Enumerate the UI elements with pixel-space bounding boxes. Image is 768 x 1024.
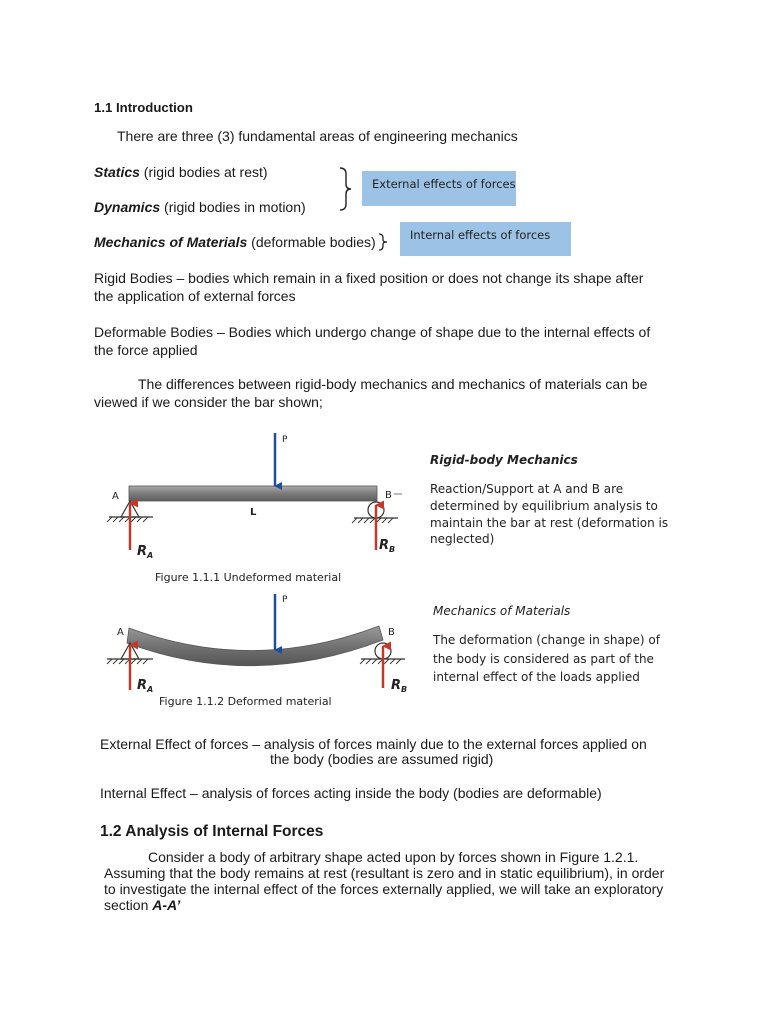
label-ra: R — [137, 678, 148, 693]
label-a: A — [112, 491, 119, 502]
rigid-bodies-line1: Rigid Bodies – bodies which remain in a fixed position or does not change its shape after — [94, 270, 644, 286]
figure-undeformed-beam — [95, 425, 415, 585]
external-effects-box: External effects of forces — [362, 171, 516, 206]
curly-brace-mom — [376, 233, 390, 251]
section2-line1: Consider a body of arbitrary shape acted upon by forces shown in Figure 1.2.1. — [148, 849, 639, 865]
rigid-bodies-line2: the application of external forces — [94, 288, 296, 304]
section2-line2: Assuming that the body remains at rest (resultant is zero and in static equilibrium), in order — [104, 865, 665, 881]
svg-text:RB — [391, 678, 407, 694]
section-a-a: A-A’ — [152, 897, 181, 913]
mechanics-of-materials-title: Mechanics of Materials — [433, 604, 571, 618]
external-effect-line1: External Effect of forces – analysis of forces mainly due to the external forces applied on — [100, 736, 647, 752]
rigid-body-desc-line3: maintain the bar at rest (deformation is — [430, 516, 669, 530]
svg-text:RA — [137, 678, 153, 694]
figure-deformed-beam — [95, 588, 415, 716]
mom-line — [94, 234, 376, 251]
beam-bar — [129, 486, 377, 501]
rigid-body-desc-line4: neglected) — [430, 532, 495, 546]
differences-line2: viewed if we consider the bar shown; — [94, 394, 323, 410]
section2-line4 — [104, 897, 180, 914]
statics-line — [94, 164, 268, 181]
label-ra-sub: A — [147, 551, 154, 560]
curly-brace-statics-dynamics — [335, 166, 355, 212]
svg-text:RB — [379, 538, 395, 554]
external-effect-line2: the body (bodies are assumed rigid) — [270, 751, 494, 767]
label-b: B — [388, 627, 395, 638]
label-rb-sub: B — [389, 545, 396, 554]
label-p: P — [282, 595, 288, 605]
rigid-body-mechanics-title: Rigid-body Mechanics — [430, 453, 578, 467]
label-ra: R — [137, 544, 148, 559]
mom-desc-line3: internal effect of the loads applied — [433, 670, 640, 684]
dynamics-line — [94, 199, 306, 216]
internal-effects-box: Internal effects of forces — [400, 222, 571, 256]
section2-line3: to investigate the internal effect of the forces externally applied, we will take an exploratory — [104, 881, 664, 897]
mom-desc-line1: The deformation (change in shape) of — [433, 633, 660, 647]
rigid-body-desc-line2: determined by equilibrium analysis to — [430, 499, 658, 513]
intro-paragraph: There are three (3) fundamental areas of engineering mechanics — [117, 128, 518, 144]
internal-effect-line: Internal Effect – analysis of forces acting inside the body (bodies are deformable) — [100, 785, 602, 801]
label-ra-sub: A — [147, 685, 154, 694]
dynamics-desc: (rigid bodies in motion) — [160, 199, 306, 215]
figure2-caption: Figure 1.1.2 Deformed material — [159, 695, 332, 708]
mom-desc-line2: the body is considered as part of the — [433, 652, 654, 666]
differences-line1: The differences between rigid-body mechanics and mechanics of materials can be — [138, 376, 648, 392]
statics-desc: (rigid bodies at rest) — [139, 164, 268, 180]
deformable-bodies-line2: the force applied — [94, 342, 198, 358]
rigid-body-desc-line1: Reaction/Support at A and B are — [430, 482, 624, 496]
label-b: B — [385, 490, 392, 501]
label-rb: R — [379, 538, 390, 553]
section2-line4-prefix: section — [104, 897, 153, 913]
mom-desc: (deformable bodies) — [247, 234, 376, 250]
section-heading-internal-forces: 1.2 Analysis of Internal Forces — [100, 823, 324, 840]
figure1-caption: Figure 1.1.1 Undeformed material — [155, 571, 342, 584]
deformed-beam-bar — [127, 626, 383, 666]
label-rb-sub: B — [401, 685, 408, 694]
label-l: L — [250, 507, 257, 518]
deformable-bodies-line1: Deformable Bodies – Bodies which undergo change of shape due to the internal effects of — [94, 324, 651, 340]
label-rb: R — [391, 678, 402, 693]
dynamics-term: Dynamics — [94, 199, 161, 215]
statics-term: Statics — [94, 164, 140, 180]
section-heading-introduction: 1.1 Introduction — [94, 100, 193, 115]
label-a: A — [117, 627, 124, 638]
mom-term: Mechanics of Materials — [94, 234, 248, 250]
svg-text:RA — [137, 544, 153, 560]
label-p: P — [282, 435, 288, 445]
